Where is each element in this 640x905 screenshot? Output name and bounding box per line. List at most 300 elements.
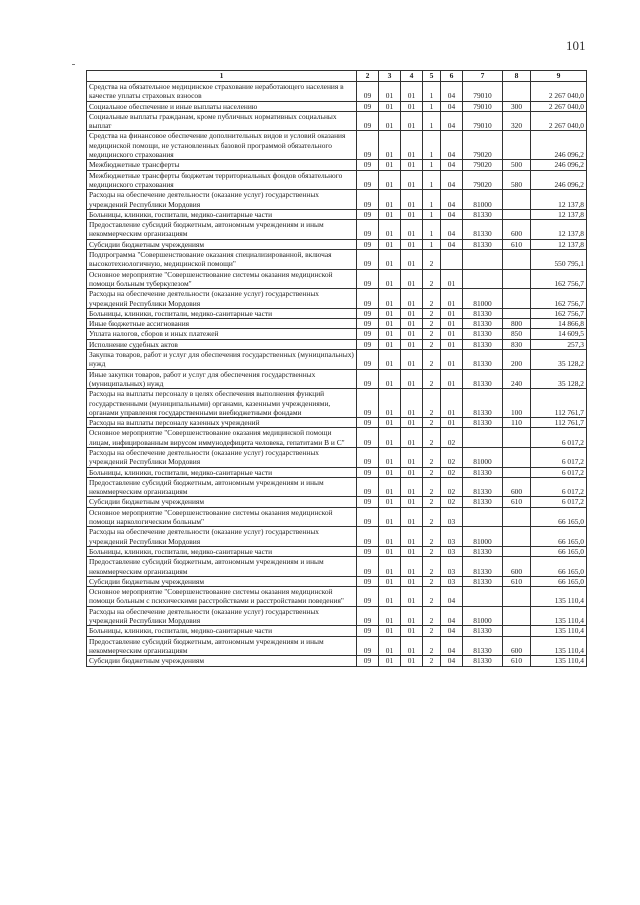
code-cell: 01 (379, 111, 401, 131)
code-cell (503, 250, 531, 270)
code-cell: 01 (401, 576, 423, 586)
code-cell: 03 (441, 557, 463, 577)
code-cell: 04 (441, 111, 463, 131)
code-cell: 01 (401, 250, 423, 270)
code-cell: 01 (441, 308, 463, 318)
row-name-cell: Больницы, клиники, госпитали, медико-санитарные части (87, 467, 357, 477)
code-cell: 01 (401, 308, 423, 318)
table-row (87, 369, 587, 389)
sum-cell: 550 795,1 (531, 250, 587, 270)
code-cell: 01 (379, 190, 401, 210)
code-cell: 03 (441, 546, 463, 556)
sum-cell: 246 096,2 (531, 131, 587, 160)
code-cell: 09 (357, 339, 379, 349)
code-cell: 09 (357, 389, 379, 418)
header-cell: 8 (503, 71, 531, 82)
code-cell: 1 (423, 209, 441, 219)
code-cell: 79010 (463, 101, 503, 111)
code-cell: 01 (401, 636, 423, 656)
code-cell: 09 (357, 190, 379, 210)
code-cell: 01 (401, 209, 423, 219)
code-cell: 04 (441, 160, 463, 170)
code-cell: 1 (423, 190, 441, 210)
code-cell: 04 (441, 101, 463, 111)
sum-cell: 35 128,2 (531, 369, 587, 389)
page-number: 101 (566, 38, 586, 53)
table-row (87, 111, 587, 131)
code-cell: 01 (401, 606, 423, 626)
row-name-cell: Больницы, клиники, госпитали, медико-санитарные части (87, 546, 357, 556)
code-cell: 01 (379, 636, 401, 656)
header-cell: 1 (87, 71, 357, 82)
code-cell (503, 606, 531, 626)
sum-cell: 162 756,7 (531, 289, 587, 309)
code-cell: 79020 (463, 170, 503, 190)
sum-cell: 66 165,0 (531, 527, 587, 547)
code-cell: 2 (423, 497, 441, 507)
table-row (87, 339, 587, 349)
code-cell: 1 (423, 131, 441, 160)
row-name-cell: Предоставление субсидий бюджетным, автономным учреждениям и иным некоммерческим организациям (87, 557, 357, 577)
code-cell: 2 (423, 289, 441, 309)
row-name-cell: Расходы на обеспечение деятельности (оказание услуг) государственных учреждений Республики Мордовия (87, 606, 357, 626)
row-name-cell: Основное мероприятие "Совершенствование системы оказания медицинской помощи больным с психическими расстройствами и расстройствами поведения" (87, 587, 357, 607)
row-name-cell: Основное мероприятие "Совершенствование системы оказания медицинской помощи наркологическим больным" (87, 507, 357, 527)
code-cell: 09 (357, 239, 379, 249)
code-cell: 81330 (463, 239, 503, 249)
code-cell: 01 (379, 209, 401, 219)
code-cell: 610 (503, 497, 531, 507)
code-cell: 2 (423, 606, 441, 626)
header-cell: 6 (441, 71, 463, 82)
sum-cell: 2 267 040,0 (531, 82, 587, 102)
code-cell: 100 (503, 389, 531, 418)
row-name-cell: Предоставление субсидий бюджетным, автономным учреждениям и иным некоммерческим организациям (87, 477, 357, 497)
code-cell: 81330 (463, 308, 503, 318)
table-row (87, 389, 587, 418)
code-cell (503, 82, 531, 102)
code-cell: 09 (357, 557, 379, 577)
table-row (87, 101, 587, 111)
code-cell: 01 (401, 477, 423, 497)
code-cell: 81330 (463, 576, 503, 586)
code-cell (463, 507, 503, 527)
code-cell: 03 (441, 576, 463, 586)
sum-cell: 135 110,4 (531, 656, 587, 666)
code-cell: 300 (503, 101, 531, 111)
code-cell: 500 (503, 160, 531, 170)
code-cell: 04 (441, 220, 463, 240)
code-cell: 800 (503, 319, 531, 329)
code-cell: 01 (401, 170, 423, 190)
sum-cell: 2 267 040,0 (531, 111, 587, 131)
code-cell: 04 (441, 82, 463, 102)
code-cell: 81000 (463, 527, 503, 547)
row-name-cell: Субсидии бюджетным учреждениям (87, 576, 357, 586)
code-cell: 81330 (463, 636, 503, 656)
table-row (87, 587, 587, 607)
code-cell: 01 (379, 319, 401, 329)
code-cell: 1 (423, 170, 441, 190)
code-cell: 2 (423, 329, 441, 339)
code-cell: 81330 (463, 209, 503, 219)
code-cell: 09 (357, 319, 379, 329)
sum-cell: 66 165,0 (531, 507, 587, 527)
code-cell: 2 (423, 447, 441, 467)
code-cell: 600 (503, 220, 531, 240)
row-name-cell: Больницы, клиники, госпитали, медико-санитарные части (87, 308, 357, 318)
code-cell: 79010 (463, 111, 503, 131)
table-row (87, 319, 587, 329)
code-cell: 81330 (463, 497, 503, 507)
code-cell: 02 (441, 428, 463, 448)
row-name-cell: Субсидии бюджетным учреждениям (87, 239, 357, 249)
code-cell: 1 (423, 239, 441, 249)
code-cell: 01 (401, 389, 423, 418)
code-cell: 09 (357, 606, 379, 626)
code-cell: 1 (423, 160, 441, 170)
code-cell: 01 (401, 319, 423, 329)
code-cell: 01 (401, 546, 423, 556)
code-cell: 09 (357, 170, 379, 190)
code-cell (503, 428, 531, 448)
code-cell: 01 (379, 239, 401, 249)
table-row (87, 131, 587, 160)
code-cell: 01 (401, 557, 423, 577)
code-cell: 01 (379, 220, 401, 240)
code-cell: 09 (357, 329, 379, 339)
sum-cell: 135 110,4 (531, 587, 587, 607)
code-cell (503, 546, 531, 556)
code-cell: 09 (357, 576, 379, 586)
code-cell: 02 (441, 497, 463, 507)
code-cell (503, 289, 531, 309)
row-name-cell: Межбюджетные трансферты бюджетам территориальных фондов обязательного медицинского страхования (87, 170, 357, 190)
code-cell: 01 (379, 626, 401, 636)
code-cell: 01 (401, 220, 423, 240)
table-row (87, 527, 587, 547)
table-row (87, 546, 587, 556)
code-cell: 81330 (463, 339, 503, 349)
code-cell (503, 131, 531, 160)
code-cell: 01 (379, 546, 401, 556)
code-cell: 03 (441, 527, 463, 547)
code-cell: 01 (379, 587, 401, 607)
table-row (87, 626, 587, 636)
code-cell: 01 (379, 369, 401, 389)
row-name-cell: Расходы на обеспечение деятельности (оказание услуг) государственных учреждений Республики Мордовия (87, 190, 357, 210)
code-cell (463, 587, 503, 607)
sum-cell: 135 110,4 (531, 626, 587, 636)
code-cell: 2 (423, 557, 441, 577)
code-cell: 01 (441, 339, 463, 349)
code-cell: 04 (441, 131, 463, 160)
row-name-cell: Социальные выплаты гражданам, кроме публичных нормативных социальных выплат (87, 111, 357, 131)
sum-cell: 12 137,8 (531, 209, 587, 219)
code-cell: 01 (401, 428, 423, 448)
code-cell: 1 (423, 82, 441, 102)
sum-cell: 112 761,7 (531, 389, 587, 418)
code-cell: 01 (401, 369, 423, 389)
code-cell: 2 (423, 546, 441, 556)
code-cell: 01 (441, 319, 463, 329)
code-cell: 01 (401, 527, 423, 547)
table-row (87, 190, 587, 210)
sum-cell: 6 017,2 (531, 447, 587, 467)
code-cell: 01 (401, 101, 423, 111)
code-cell: 04 (441, 239, 463, 249)
sum-cell: 112 761,7 (531, 418, 587, 428)
code-cell: 81330 (463, 557, 503, 577)
code-cell: 01 (401, 239, 423, 249)
code-cell: 01 (401, 507, 423, 527)
sum-cell: 135 110,4 (531, 606, 587, 626)
code-cell: 81330 (463, 418, 503, 428)
header-cell: 9 (531, 71, 587, 82)
code-cell: 09 (357, 546, 379, 556)
table-row (87, 82, 587, 102)
code-cell: 09 (357, 527, 379, 547)
code-cell: 2 (423, 467, 441, 477)
code-cell: 81330 (463, 467, 503, 477)
code-cell: 04 (441, 209, 463, 219)
code-cell: 09 (357, 209, 379, 219)
code-cell: 09 (357, 369, 379, 389)
code-cell: 01 (441, 350, 463, 370)
code-cell: 01 (379, 339, 401, 349)
table-row (87, 576, 587, 586)
code-cell: 01 (401, 339, 423, 349)
code-cell: 01 (441, 289, 463, 309)
code-cell: 01 (379, 507, 401, 527)
code-cell: 110 (503, 418, 531, 428)
row-name-cell: Расходы на выплаты персоналу казенных учреждений (87, 418, 357, 428)
code-cell: 81000 (463, 606, 503, 626)
code-cell: 81000 (463, 289, 503, 309)
code-cell: 01 (379, 289, 401, 309)
code-cell: 01 (401, 82, 423, 102)
code-cell: 01 (379, 350, 401, 370)
code-cell: 2 (423, 269, 441, 289)
code-cell: 09 (357, 101, 379, 111)
code-cell: 01 (379, 497, 401, 507)
budget-table (86, 70, 587, 667)
row-name-cell: Больницы, клиники, госпитали, медико-санитарные части (87, 626, 357, 636)
row-name-cell: Расходы на обеспечение деятельности (оказание услуг) государственных учреждений Республики Мордовия (87, 527, 357, 547)
code-cell: 79020 (463, 131, 503, 160)
code-cell: 610 (503, 239, 531, 249)
sum-cell: 12 137,8 (531, 239, 587, 249)
code-cell: 2 (423, 389, 441, 418)
table-row (87, 289, 587, 309)
header-cell: 4 (401, 71, 423, 82)
row-name-cell: Больницы, клиники, госпитали, медико-санитарные части (87, 209, 357, 219)
code-cell: 01 (379, 269, 401, 289)
code-cell: 2 (423, 319, 441, 329)
code-cell: 01 (379, 576, 401, 586)
code-cell: 01 (379, 160, 401, 170)
row-name-cell: Расходы на обеспечение деятельности (оказание услуг) государственных учреждений Республики Мордовия (87, 289, 357, 309)
table-header-row (87, 71, 587, 82)
code-cell: 81000 (463, 190, 503, 210)
table-row (87, 350, 587, 370)
code-cell: 1 (423, 111, 441, 131)
code-cell: 01 (401, 467, 423, 477)
table-row (87, 428, 587, 448)
sum-cell: 6 017,2 (531, 428, 587, 448)
code-cell: 01 (401, 626, 423, 636)
table-row (87, 250, 587, 270)
row-name-cell: Основное мероприятие "Совершенствование системы оказания медицинской помощи больным туберкулезом" (87, 269, 357, 289)
code-cell: 01 (379, 606, 401, 626)
sum-cell: 12 137,8 (531, 220, 587, 240)
sum-cell: 246 096,2 (531, 160, 587, 170)
sum-cell: 66 165,0 (531, 546, 587, 556)
row-name-cell: Основное мероприятие "Совершенствование оказания медицинской помощи лицам, инфицированным вирусом иммунодефицита человека, гепатитами В и С" (87, 428, 357, 448)
sum-cell: 162 756,7 (531, 269, 587, 289)
code-cell: 81330 (463, 220, 503, 240)
row-name-cell: Межбюджетные трансферты (87, 160, 357, 170)
code-cell: 04 (441, 656, 463, 666)
sum-cell: 2 267 040,0 (531, 101, 587, 111)
code-cell: 09 (357, 467, 379, 477)
code-cell: 2 (423, 428, 441, 448)
code-cell: 2 (423, 576, 441, 586)
code-cell: 01 (379, 418, 401, 428)
code-cell (503, 190, 531, 210)
table-row (87, 220, 587, 240)
row-name-cell: Субсидии бюджетным учреждениям (87, 656, 357, 666)
code-cell: 01 (379, 389, 401, 418)
code-cell: 04 (441, 190, 463, 210)
sum-cell: 66 165,0 (531, 557, 587, 577)
code-cell: 01 (379, 656, 401, 666)
code-cell (503, 626, 531, 636)
table-row (87, 447, 587, 467)
code-cell (503, 269, 531, 289)
code-cell: 04 (441, 170, 463, 190)
code-cell: 01 (379, 428, 401, 448)
code-cell: 01 (379, 527, 401, 547)
code-cell: 01 (401, 447, 423, 467)
code-cell: 2 (423, 656, 441, 666)
code-cell: 01 (441, 418, 463, 428)
code-cell: 2 (423, 308, 441, 318)
code-cell: 2 (423, 418, 441, 428)
table-row (87, 308, 587, 318)
row-name-cell: Социальное обеспечение и иные выплаты населению (87, 101, 357, 111)
code-cell: 1 (423, 101, 441, 111)
code-cell: 09 (357, 269, 379, 289)
code-cell (503, 507, 531, 527)
code-cell (503, 308, 531, 318)
code-cell: 01 (441, 269, 463, 289)
scan-mark (72, 64, 75, 65)
table-row (87, 557, 587, 577)
code-cell: 09 (357, 131, 379, 160)
code-cell: 2 (423, 250, 441, 270)
code-cell: 1 (423, 220, 441, 240)
sum-cell: 246 096,2 (531, 170, 587, 190)
row-name-cell: Уплата налогов, сборов и иных платежей (87, 329, 357, 339)
sum-cell: 6 017,2 (531, 497, 587, 507)
sum-cell: 135 110,4 (531, 636, 587, 656)
header-cell: 5 (423, 71, 441, 82)
code-cell: 81000 (463, 447, 503, 467)
code-cell: 2 (423, 507, 441, 527)
table-row (87, 477, 587, 497)
code-cell (463, 250, 503, 270)
code-cell (463, 269, 503, 289)
code-cell: 09 (357, 587, 379, 607)
code-cell: 04 (441, 636, 463, 656)
code-cell: 830 (503, 339, 531, 349)
code-cell: 2 (423, 339, 441, 349)
code-cell: 2 (423, 527, 441, 547)
header-cell: 2 (357, 71, 379, 82)
table-row (87, 239, 587, 249)
code-cell: 03 (441, 507, 463, 527)
code-cell: 04 (441, 626, 463, 636)
row-name-cell: Расходы на выплаты персоналу в целях обеспечения выполнения функций государственными (муниципальными) органами, казенными учреждениями, органами управления государственными внебюджетными фондами (87, 389, 357, 418)
code-cell (503, 587, 531, 607)
code-cell: 09 (357, 220, 379, 240)
sum-cell: 257,3 (531, 339, 587, 349)
row-name-cell: Предоставление субсидий бюджетным, автономным учреждениям и иным некоммерческим организациям (87, 220, 357, 240)
code-cell: 01 (379, 467, 401, 477)
table-row (87, 467, 587, 477)
code-cell: 580 (503, 170, 531, 190)
code-cell: 600 (503, 636, 531, 656)
row-name-cell: Средства на финансовое обеспечение дополнительных видов и условий оказания медицинской помощи, не установленных базовой программой обязательного медицинского страхования (87, 131, 357, 160)
code-cell: 2 (423, 626, 441, 636)
row-name-cell: Иные закупки товаров, работ и услуг для обеспечения государственных (муниципальных) нужд (87, 369, 357, 389)
sum-cell: 12 137,8 (531, 190, 587, 210)
code-cell: 09 (357, 289, 379, 309)
code-cell: 01 (401, 289, 423, 309)
code-cell: 81330 (463, 389, 503, 418)
code-cell: 01 (379, 170, 401, 190)
code-cell: 09 (357, 111, 379, 131)
code-cell: 01 (379, 477, 401, 497)
row-name-cell: Подпрограмма "Совершенствование оказания специализированной, включая высокотехнологичную, медицинской помощи" (87, 250, 357, 270)
code-cell: 320 (503, 111, 531, 131)
code-cell: 2 (423, 350, 441, 370)
code-cell: 01 (401, 269, 423, 289)
code-cell: 01 (441, 369, 463, 389)
code-cell: 01 (401, 350, 423, 370)
sum-cell: 162 756,7 (531, 308, 587, 318)
code-cell: 01 (401, 160, 423, 170)
code-cell: 01 (401, 131, 423, 160)
row-name-cell: Средства на обязательное медицинское страхование неработающего населения в качестве уплаты страховых взносов (87, 82, 357, 102)
code-cell (503, 467, 531, 477)
table-row (87, 329, 587, 339)
code-cell: 81330 (463, 369, 503, 389)
code-cell (441, 250, 463, 270)
row-name-cell: Исполнение судебных актов (87, 339, 357, 349)
code-cell: 09 (357, 656, 379, 666)
code-cell: 09 (357, 626, 379, 636)
sum-cell: 6 017,2 (531, 467, 587, 477)
row-name-cell: Предоставление субсидий бюджетным, автономным учреждениям и иным некоммерческим организациям (87, 636, 357, 656)
code-cell: 01 (379, 557, 401, 577)
code-cell: 81330 (463, 477, 503, 497)
code-cell: 09 (357, 428, 379, 448)
code-cell: 600 (503, 477, 531, 497)
row-name-cell: Иные бюджетные ассигнования (87, 319, 357, 329)
code-cell (503, 209, 531, 219)
